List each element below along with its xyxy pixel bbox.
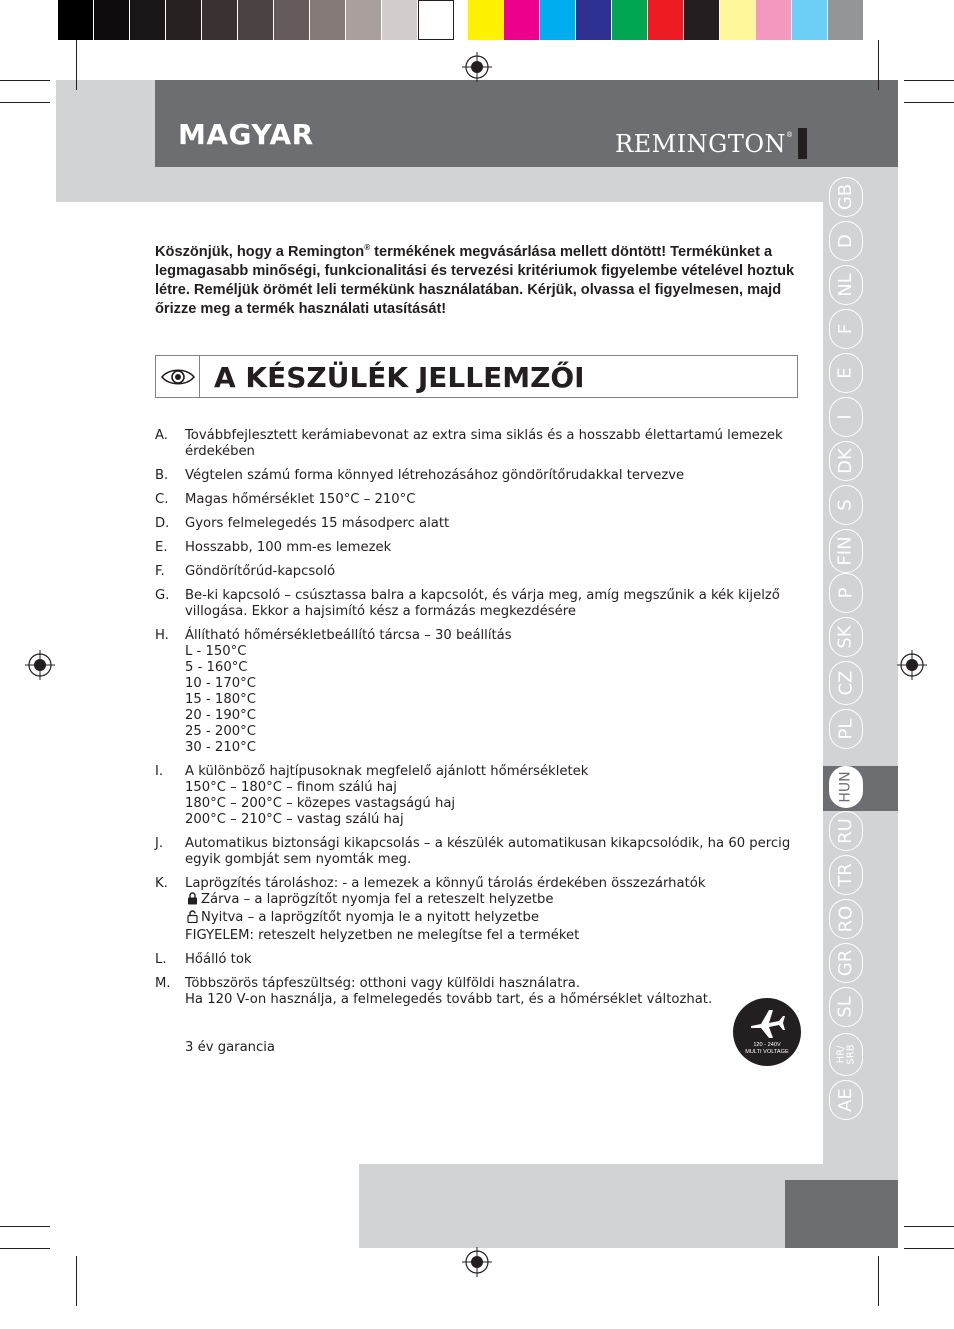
badge-label: MULTI VOLTAGE [745,1049,789,1055]
color-swatch [418,0,454,40]
color-swatch [540,0,576,40]
feature-letter: I. [155,764,164,779]
language-tab-label: E [835,367,856,379]
lock-line-text: Nyitva – a laprögzítőt nyomja le a nyitott helyzetbe [201,910,540,925]
feature-text [185,564,795,580]
section-title: A KÉSZÜLÉK JELLEMZŐI [214,361,585,394]
feature-item [155,540,795,556]
color-swatch [720,0,756,40]
language-tab-hun[interactable] [829,766,863,808]
language-tab-label: HR/ SRB [835,1044,856,1065]
feature-text [185,588,795,620]
feature-letter: M. [155,976,171,991]
intro-mark: ® [364,243,371,252]
language-tab-label: DK [834,448,856,474]
language-tab-ro[interactable] [829,899,863,939]
feature-item [155,516,795,532]
language-tab-gb[interactable] [829,177,863,217]
language-tab-label: HUN [838,771,854,803]
feature-letter: B. [155,468,169,483]
language-tab-tr[interactable] [829,855,863,895]
language-tab-fin[interactable] [829,529,863,573]
language-tab-nl[interactable] [829,265,863,305]
feature-text [185,628,795,756]
language-tab-pl[interactable] [829,709,863,749]
lock-open-icon [187,910,198,928]
feature-line: Laprögzítés tároláshoz: - a lemezek a könnyű tárolás érdekében összezárhatók [185,876,706,891]
feature-letter: J. [155,836,164,851]
feature-line: 25 - 200°C [185,724,256,739]
color-swatch [612,0,648,40]
feature-letter: F. [155,564,165,579]
feature-text [185,516,795,532]
feature-line: A különböző hajtípusoknak megfelelő ajánlott hőmérsékletek [185,764,589,779]
feature-text [185,428,795,460]
language-tab-label: SK [834,625,856,649]
color-swatch [648,0,684,40]
feature-warning: FIGYELEM: reteszelt helyzetben ne melegítse fel a terméket [185,928,580,943]
feature-item [155,836,795,868]
feature-list [155,428,795,1016]
crop-mark [76,40,77,90]
feature-line: Továbbfejlesztett kerámiabevonat az extra sima siklás és a hosszabb élettartamú lemezek érdekében [185,428,783,459]
feature-line: Magas hőmérséklet 150°C – 210°C [185,492,416,507]
feature-text [185,468,795,484]
lock-line [185,910,795,928]
feature-letter: H. [155,628,169,643]
color-swatch [468,0,504,40]
crop-mark [0,1226,50,1227]
language-tab-sl[interactable] [829,987,863,1027]
crop-mark [0,102,50,103]
color-bar-gap [454,0,468,40]
feature-line: 150°C – 180°C – finom szálú haj [185,780,397,795]
feature-letter: G. [155,588,170,603]
feature-line: Végtelen számú forma könnyed létrehozásához göndörítőrudakkal tervezve [185,468,685,483]
feature-line: 5 - 160°C [185,660,248,675]
crop-mark [904,80,954,81]
feature-line: Be-ki kapcsoló – csúsztassa balra a kapcsolót, és várja meg, amíg megszűnik a kék kijelző villogása. Ekkor a hajsimító kész a formázás megkezdésére [185,588,780,619]
feature-letter: K. [155,876,168,891]
feature-item [155,976,795,1008]
feature-line: Többszörös tápfeszültség: otthoni vagy külföldi használatra. [185,976,581,991]
language-tab-ae[interactable] [829,1080,863,1120]
language-tab-label: S [835,499,856,511]
language-tab-gr[interactable] [829,943,863,983]
color-swatch [58,0,94,40]
lock-line-text: Zárva – a laprögzítőt nyomja fel a reteszelt helyzetbe [201,892,554,907]
lock-closed-icon [187,892,198,910]
crop-mark [904,102,954,103]
color-swatch [504,0,540,40]
color-swatch [166,0,202,40]
color-swatch [238,0,274,40]
language-tab-f[interactable] [829,309,863,349]
color-swatch [346,0,382,40]
intro-paragraph [155,238,795,319]
color-swatch [756,0,792,40]
color-swatch [94,0,130,40]
color-swatch [576,0,612,40]
language-tab-label: P [834,587,856,599]
feature-item [155,628,795,756]
feature-text [185,952,795,968]
registration-mark-icon [462,1247,492,1277]
feature-line: Hőálló tok [185,952,252,967]
feature-line: 30 - 210°C [185,740,256,755]
language-tab-p[interactable] [829,573,863,613]
language-tab-label: CZ [835,670,856,696]
language-tab-label: SL [835,996,856,1018]
crop-mark [0,1248,50,1249]
language-tab-hrsrb[interactable] [829,1033,863,1076]
intro-text-start: Köszönjük, hogy a Remington [155,243,365,260]
color-swatch [310,0,346,40]
brand-logo [615,132,794,156]
feature-item [155,876,795,944]
language-tab-label: D [835,234,856,248]
feature-text [185,492,795,508]
language-tab-label: RU [835,818,856,844]
color-swatch [792,0,828,40]
language-tab-label: AE [835,1088,856,1112]
crop-mark [904,1248,954,1249]
language-tab-ru[interactable] [829,811,863,851]
feature-letter: D. [155,516,170,531]
language-tab-label: PL [834,718,856,740]
crop-mark [878,40,879,90]
feature-line: Hosszabb, 100 mm-es lemezek [185,540,392,555]
feature-line: 200°C – 210°C – vastag szálú haj [185,812,404,827]
brand-name: REMINGTON [615,130,786,158]
badge-voltage: 120 - 240V [753,1042,781,1048]
feature-letter: E. [155,540,168,555]
feature-text [185,976,795,1008]
feature-line: Ha 120 V-on használja, a felmelegedés tovább tart, és a hőmérséklet változhat. [185,992,713,1007]
language-tab-d[interactable] [829,221,863,261]
color-swatch [130,0,166,40]
language-tab-e[interactable] [829,353,863,393]
color-swatch [382,0,418,40]
feature-letter: C. [155,492,169,507]
crop-mark [904,1226,954,1227]
lock-line [185,892,795,910]
brand-mark: ® [786,131,794,139]
registration-mark-icon [462,52,492,82]
multi-voltage-badge [733,998,801,1066]
feature-item [155,588,795,620]
registration-mark-icon [897,650,927,680]
language-tab-label: I [835,414,856,420]
color-calibration-bar [58,0,864,40]
color-swatch [828,0,864,40]
feature-item [155,952,795,968]
header-bar [155,80,898,167]
language-tab-cz[interactable] [829,661,863,705]
color-swatch [202,0,238,40]
language-tab-label: GB [834,183,856,211]
language-tab-s[interactable] [829,485,863,525]
footer-page-block [785,1180,898,1248]
feature-line: L - 150°C [185,644,247,659]
registration-mark-icon [25,650,55,680]
feature-text [185,876,795,944]
crop-mark [0,80,50,81]
feature-item [155,428,795,460]
language-tab-label: FIN [834,536,856,566]
feature-line: Állítható hőmérsékletbeállító tárcsa – 30 beállítás [185,628,512,643]
feature-letter: L. [155,952,167,967]
feature-line: 10 - 170°C [185,676,256,691]
feature-text [185,836,795,868]
language-tab-label: TR [834,863,856,887]
intro-text-end: termékének megvásárlása mellett döntött! Termékünket a legmagasabb minőségi, funkcionalitási és tervezési kritériumok figyelembe vételével hoztuk létre. Reméljük örömét leli termékünk használatában. Kérjük, olvassa el figyelmesen, majd őrizze meg a termék használati utasítását! [155,243,795,317]
feature-text [185,540,795,556]
eye-icon [156,356,200,397]
brand-bar [798,128,807,159]
language-tab-sk[interactable] [829,617,863,657]
language-tab-label: F [834,323,856,335]
color-swatch [274,0,310,40]
feature-line: 15 - 180°C [185,692,256,707]
section-header [155,355,798,398]
feature-item [155,492,795,508]
feature-item [155,564,795,580]
feature-line: Gyors felmelegedés 15 másodperc alatt [185,516,450,531]
language-tab-label: RO [835,905,856,933]
feature-text [185,764,795,828]
language-tab-dk[interactable] [829,441,863,481]
color-swatch [684,0,720,40]
feature-line: 180°C – 200°C – közepes vastagságú haj [185,796,456,811]
warranty-text: 3 év garancia [185,1040,276,1055]
crop-mark [76,1256,77,1306]
feature-line: Automatikus biztonsági kikapcsolás – a készülék automatikusan kikapcsolódik, ha 60 percig egyik gombját sem nyomták meg. [185,836,791,867]
airplane-icon [747,1006,787,1040]
feature-item [155,764,795,828]
language-tab-label: GR [835,949,856,977]
feature-line: 20 - 190°C [185,708,256,723]
page-title: MAGYAR [178,118,314,151]
feature-line: Göndörítőrúd-kapcsoló [185,564,336,579]
language-tab-i[interactable] [829,397,863,437]
crop-mark [878,1256,879,1306]
feature-item [155,468,795,484]
feature-letter: A. [155,428,168,443]
language-tab-label: NL [835,273,856,297]
